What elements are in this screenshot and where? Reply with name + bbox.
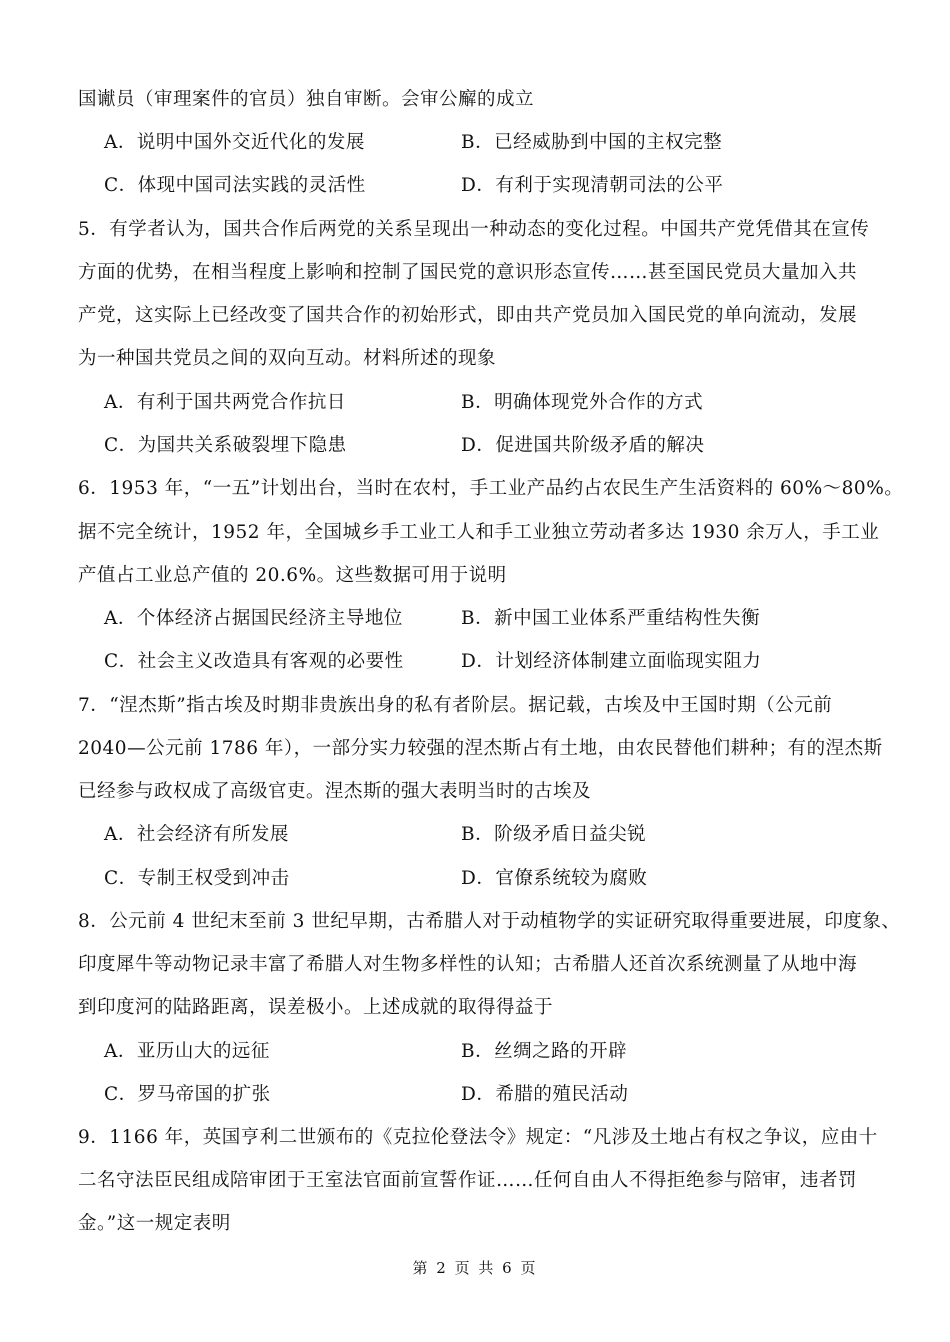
q4-option-b: B．已经威胁到中国的主权完整 (461, 132, 723, 153)
q7-option-c: C．专制王权受到冲击 (104, 868, 290, 889)
q6-option-b: B．新中国工业体系严重结构性失衡 (461, 608, 761, 629)
q8-option-b: B．丝绸之路的开辟 (461, 1041, 628, 1062)
q8-option-d: D．希腊的殖民活动 (461, 1084, 629, 1105)
page-number-footer: 第 2 页 共 6 页 (412, 1259, 538, 1277)
q8-option-a: A．亚历山大的远征 (104, 1041, 270, 1062)
q5-stem-line: 产党，这实际上已经改变了国共合作的初始形式，即由共产党员加入国民党的单向流动，发展 (78, 305, 858, 326)
q9-stem-line: 9．1166 年，英国亨利二世颁布的《克拉伦登法令》规定：“凡涉及土地占有权之争议，应由十 (78, 1127, 878, 1148)
q4-stem-tail: 国谳员（审理案件的官员）独自审断。会审公廨的成立 (78, 89, 535, 110)
q7-stem-line: 7．“涅杰斯”指古埃及时期非贵族出身的私有者阶层。据记载，古埃及中王国时期（公元前 (78, 695, 833, 716)
q8-option-c: C．罗马帝国的扩张 (104, 1084, 271, 1105)
q7-option-a: A．社会经济有所发展 (104, 824, 289, 845)
q7-option-b: B．阶级矛盾日益尖锐 (461, 824, 647, 845)
q8-stem-line: 印度犀牛等动物记录丰富了希腊人对生物多样性的认知；古希腊人还首次系统测量了从地中海 (78, 954, 858, 975)
q6-stem-line: 6．1953 年，“一五”计划出台，当时在农村，手工业产品约占农民生产生活资料的 60%～80%。 (78, 478, 904, 499)
q7-option-d: D．官僚系统较为腐败 (461, 868, 648, 889)
q8-stem-line: 8．公元前 4 世纪末至前 3 世纪早期，古希腊人对于动植物学的实证研究取得重要进展，印度象、 (78, 911, 901, 932)
q5-option-b: B．明确体现党外合作的方式 (461, 392, 704, 413)
q5-stem-line: 方面的优势，在相当程度上影响和控制了国民党的意识形态宣传……甚至国民党员大量加入共 (78, 262, 858, 283)
q6-option-d: D．计划经济体制建立面临现实阻力 (461, 651, 762, 672)
q7-stem-line: 已经参与政权成了高级官吏。涅杰斯的强大表明当时的古埃及 (78, 781, 592, 802)
q9-stem-line: 金。”这一规定表明 (78, 1213, 231, 1234)
q5-stem-line: 5．有学者认为，国共合作后两党的关系呈现出一种动态的变化过程。中国共产党凭借其在宣传 (78, 219, 870, 240)
q5-stem-line: 为一种国共党员之间的双向互动。材料所述的现象 (78, 348, 497, 369)
q4-option-c: C．体现中国司法实践的灵活性 (104, 175, 366, 196)
q7-stem-line: 2040—公元前 1786 年），一部分实力较强的涅杰斯占有土地，由农民替他们耕种；有的涅杰斯 (78, 738, 883, 759)
q6-stem-line: 据不完全统计，1952 年，全国城乡手工业工人和手工业独立劳动者多达 1930 余万人，手工业 (78, 522, 880, 543)
q5-option-d: D．促进国共阶级矛盾的解决 (461, 435, 705, 456)
q4-option-d: D．有利于实现清朝司法的公平 (461, 175, 724, 196)
q9-stem-line: 二名守法臣民组成陪审团于王室法官面前宣誓作证……任何自由人不得拒绝参与陪审，违者罚 (78, 1170, 858, 1191)
q5-option-a: A．有利于国共两党合作抗日 (104, 392, 346, 413)
q6-option-c: C．社会主义改造具有客观的必要性 (104, 651, 404, 672)
q8-stem-line: 到印度河的陆路距离，误差极小。上述成就的取得得益于 (78, 997, 554, 1018)
q4-option-a: A．说明中国外交近代化的发展 (104, 132, 365, 153)
q5-option-c: C．为国共关系破裂埋下隐患 (104, 435, 347, 456)
q6-stem-line: 产值占工业总产值的 20.6%。这些数据可用于说明 (78, 565, 507, 586)
q6-option-a: A．个体经济占据国民经济主导地位 (104, 608, 403, 629)
